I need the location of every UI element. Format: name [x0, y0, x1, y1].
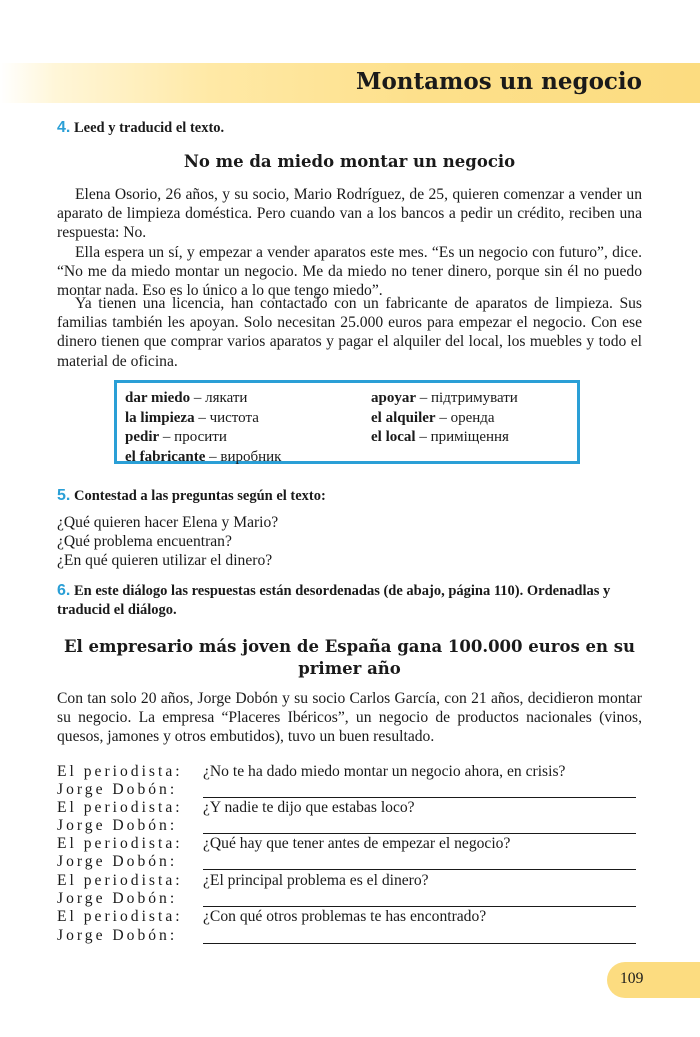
task-instruction: En este diálogo las respuestas están desordenadas (de abajo, página 110). Ordenadlas y traducid el diálogo. [57, 583, 611, 618]
task-number: 5. [57, 487, 71, 504]
dialogue-question-row [57, 799, 637, 817]
speaker-label: Jorge Dobón: [57, 890, 178, 907]
speaker-label: El periodista: [57, 908, 183, 925]
dialogue-question: ¿Y nadie te dijo que estabas loco? [203, 799, 415, 816]
dialogue-question: ¿Con qué otros problemas te has encontrado? [203, 908, 487, 925]
task-number: 4. [57, 119, 71, 136]
task-4 [57, 118, 642, 138]
question-item: ¿En qué quieren utilizar el dinero? [57, 552, 273, 569]
page-number: 109 [620, 970, 644, 987]
vocabulary-box [114, 380, 580, 464]
dialogue-answer-row [57, 890, 637, 908]
article-title: No me da miedo montar un negocio [183, 152, 516, 171]
dialogue-answer-row [57, 817, 637, 835]
vocabulary-item: el fabricante – виробник [125, 448, 282, 465]
article-title [57, 636, 642, 680]
vocabulary-column-right [371, 389, 518, 448]
article-paragraph: Con tan solo 20 años, Jorge Dobón y su socio Carlos García, con 21 años, decidieron montar su negocio. La empresa “Placeres Ibéricos”, un negocio de productos nacionales (vinos, quesos, jamones y otros embutidos), tuvo un buen resultado. [57, 690, 642, 746]
answer-blank[interactable] [203, 943, 636, 944]
task-6 [57, 581, 642, 620]
task-instruction: Leed y traducid el texto. [73, 120, 225, 136]
vocabulary-item: la limpieza – чистота [125, 409, 259, 426]
speaker-label: Jorge Dobón: [57, 927, 178, 944]
speaker-label: Jorge Dobón: [57, 781, 178, 798]
vocabulary-item: dar miedo – лякати [125, 390, 248, 406]
vocabulary-column-left [125, 389, 281, 467]
dialogue-question-row [57, 872, 637, 890]
speaker-label: El periodista: [57, 872, 183, 889]
article-title-line: El empresario más joven de España gana 100.000 euros en su [63, 637, 636, 656]
dialogue-answer-row [57, 781, 637, 799]
article-paragraph: Elena Osorio, 26 años, y su socio, Mario Rodríguez, de 25, quieren comenzar a vender un aparato de limpieza doméstica. Pero cuando van a los bancos a pedir un crédito, reciben una respuesta: No. [57, 186, 642, 242]
speaker-label: Jorge Dobón: [57, 817, 178, 834]
article-paragraph: Ella espera un sí, y empezar a vender aparatos este mes. “Es un negocio con futuro”, dice. “No me da miedo montar un negocio. Me da miedo no tener dinero, porque sin él no puedo montar nada. Eso es lo único a lo que tengo miedo”. [57, 244, 642, 300]
dialogue-question: ¿Qué hay que tener antes de empezar el negocio? [203, 835, 511, 852]
speaker-label: El periodista: [57, 799, 183, 816]
task-number: 6. [57, 582, 71, 599]
task-5 [57, 486, 642, 506]
vocabulary-item: apoyar – підтримувати [371, 390, 518, 406]
vocabulary-item: el local – приміщення [371, 429, 509, 445]
dialogue-answer-row [57, 927, 637, 945]
answer-blank[interactable] [203, 869, 636, 870]
speaker-label: El periodista: [57, 763, 183, 780]
task-instruction: Contestad a las preguntas según el texto: [73, 488, 326, 504]
article-paragraph: Ya tienen una licencia, han contactado con un fabricante de aparatos de limpieza. Sus familias también les apoyan. Solo necesitan 25.000 euros para empezar el negocio. Con ese dinero tienen que comprar varios aparatos y pagar el alquiler del local, los muebles y todo el material de oficina. [57, 295, 642, 370]
speaker-label: Jorge Dobón: [57, 853, 178, 870]
vocabulary-item: pedir – просити [125, 429, 227, 445]
dialogue-question: ¿El principal problema es el dinero? [203, 872, 429, 889]
vocabulary-item: el alquiler – оренда [371, 409, 495, 426]
answer-blank[interactable] [203, 906, 636, 907]
dialogue-question-row [57, 908, 637, 926]
question-item: ¿Qué problema encuentran? [57, 533, 232, 550]
answer-blank[interactable] [203, 833, 636, 834]
chapter-title: Montamos un negocio [356, 68, 642, 95]
question-item: ¿Qué quieren hacer Elena y Mario? [57, 514, 279, 531]
dialogue-question: ¿No te ha dado miedo montar un negocio ahora, en crisis? [203, 763, 566, 780]
answer-blank[interactable] [203, 797, 636, 798]
dialogue-question-row [57, 763, 637, 781]
speaker-label: El periodista: [57, 835, 183, 852]
article-title-line: primer año [298, 659, 401, 678]
dialogue-answer-row [57, 853, 637, 871]
dialogue-question-row [57, 835, 637, 853]
